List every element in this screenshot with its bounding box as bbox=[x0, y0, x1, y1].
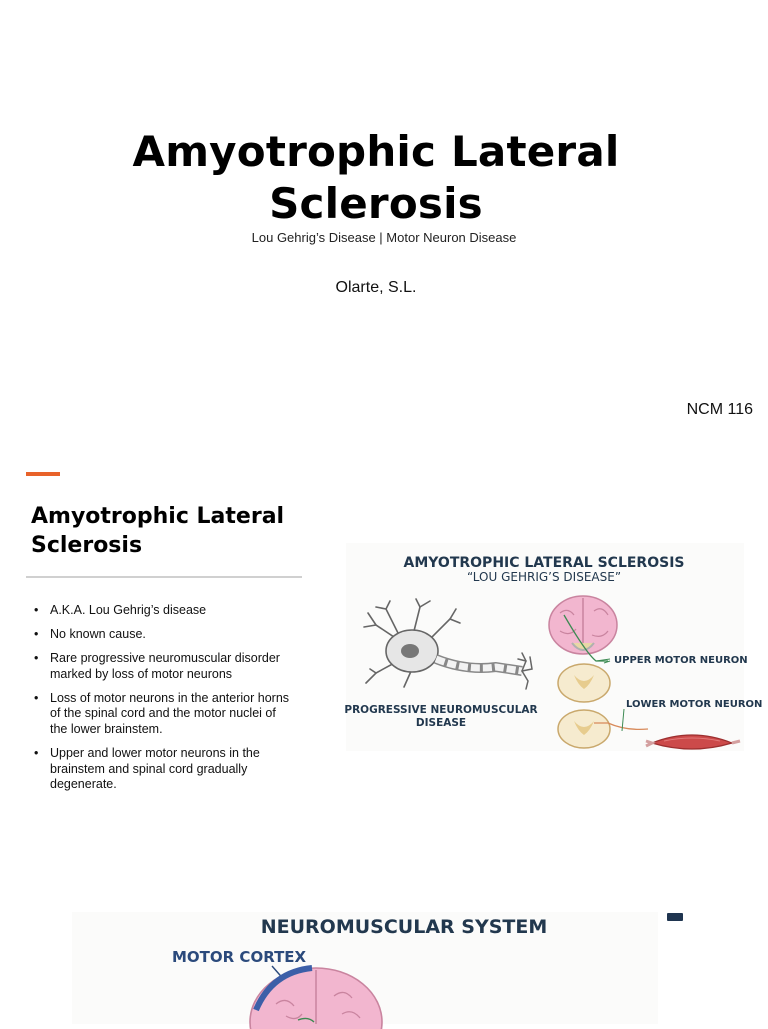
slide-heading-line-2: Sclerosis bbox=[31, 533, 143, 558]
presentation-subtitle: Lou Gehrig’s Disease | Motor Neuron Disease bbox=[251, 230, 517, 245]
slide-badge-icon bbox=[667, 913, 683, 921]
heading-divider bbox=[26, 576, 302, 578]
title-line-2: Sclerosis bbox=[269, 179, 483, 228]
list-item bbox=[28, 691, 290, 738]
list-item bbox=[28, 627, 290, 643]
label-motor-cortex: MOTOR CORTEX bbox=[172, 948, 307, 966]
bullet-icon: • bbox=[34, 746, 39, 761]
bullet-list bbox=[28, 603, 290, 801]
slide-heading bbox=[31, 502, 301, 560]
title-line-1: Amyotrophic Lateral bbox=[132, 127, 620, 176]
list-item bbox=[28, 746, 290, 793]
course-code: NCM 116 bbox=[686, 401, 753, 418]
list-item bbox=[28, 651, 290, 682]
figure-subtitle: “LOU GEHRIG’S DISEASE” bbox=[466, 570, 622, 584]
figure-title: AMYOTROPHIC LATERAL SCLEROSIS bbox=[403, 555, 685, 571]
bullet-icon: • bbox=[34, 690, 39, 705]
bullet-icon: • bbox=[34, 627, 39, 642]
muscle-icon bbox=[646, 735, 740, 749]
list-item-text: No known cause. bbox=[50, 627, 146, 642]
als-illustration bbox=[344, 543, 763, 751]
presentation-title bbox=[84, 126, 668, 230]
brain-icon bbox=[250, 968, 382, 1029]
list-item-text: Loss of motor neurons in the anterior horns of the spinal cord and the motor nuclei of the lower brainstem. bbox=[50, 690, 290, 737]
author-name: Olarte, S.L. bbox=[335, 279, 417, 296]
label-upper-motor-neuron: UPPER MOTOR NEURON bbox=[614, 655, 748, 666]
neuron-icon bbox=[364, 599, 532, 689]
neuromuscular-illustration bbox=[72, 912, 658, 1024]
list-item-text: Upper and lower motor neurons in the brainstem and spinal cord gradually degenerate. bbox=[50, 746, 260, 792]
caption-line-1: PROGRESSIVE NEUROMUSCULAR bbox=[344, 704, 538, 716]
caption-line-2: DISEASE bbox=[415, 717, 467, 729]
slide-heading-line-1: Amyotrophic Lateral bbox=[31, 504, 285, 529]
list-item-text: A.K.A. Lou Gehrig’s disease bbox=[50, 603, 207, 617]
bullet-icon: • bbox=[34, 603, 39, 617]
list-item-text: Rare progressive neuromuscular disorder marked by loss of motor neurons bbox=[50, 651, 280, 681]
spinal-cord-icon bbox=[558, 664, 610, 748]
figure2-title: NEUROMUSCULAR SYSTEM bbox=[260, 916, 548, 938]
accent-bar bbox=[26, 472, 60, 476]
list-item bbox=[28, 603, 290, 619]
label-lower-motor-neuron: LOWER MOTOR NEURON bbox=[626, 699, 763, 710]
bullet-icon: • bbox=[34, 651, 39, 666]
